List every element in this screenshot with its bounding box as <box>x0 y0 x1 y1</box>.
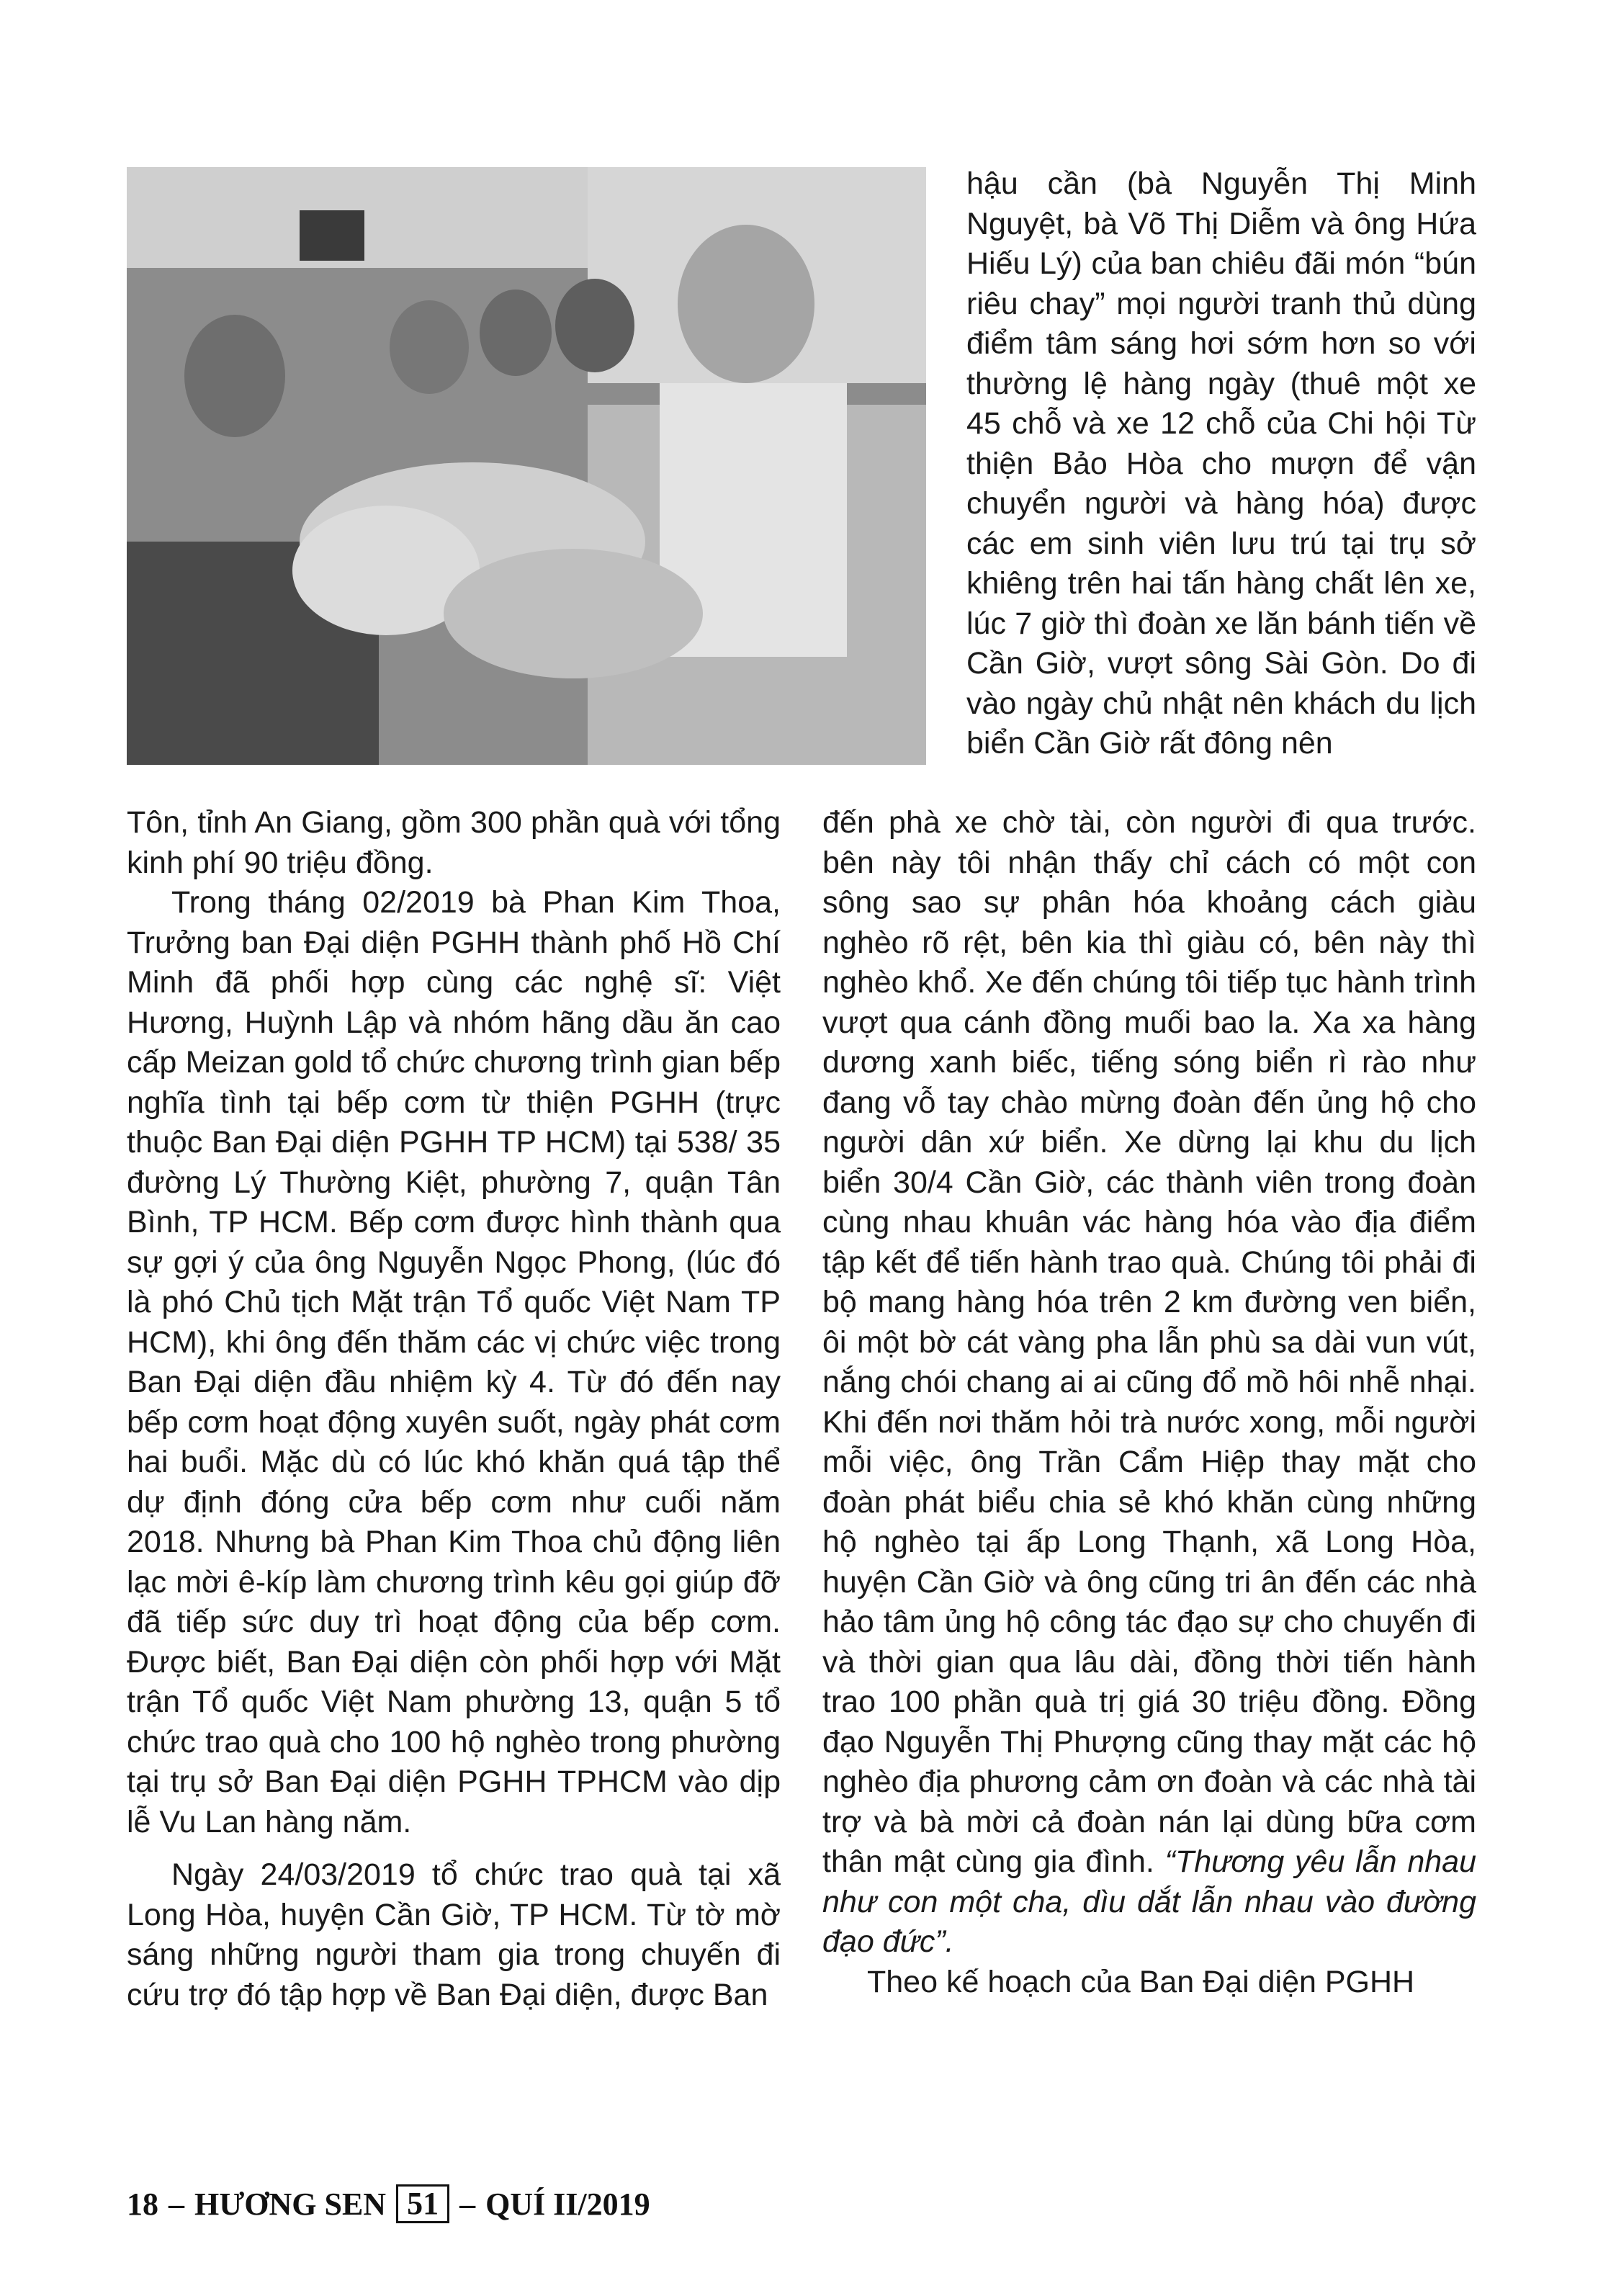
right-column-text <box>822 803 1476 2002</box>
issue-quarter: QUÍ II/2019 <box>485 2186 650 2222</box>
paragraph: Ngày 24/03/2019 tổ chức trao quà tại xã Long Hòa, huyện Cần Giờ, TP HCM. Từ tờ mờ sáng những người tham gia trong chuyến đi cứu trợ đó tập hợp về Ban Đại diện, được Ban <box>127 1857 781 2012</box>
separator: – <box>169 2186 184 2222</box>
magazine-title: HƯƠNG SEN <box>194 2186 387 2222</box>
paragraph: hậu cần (bà Nguyễn Thị Minh Nguyệt, bà Võ Thị Diễm và ông Hứa Hiếu Lý) của ban chiêu đãi món “bún riêu chay” mọi người tranh thủ dùng điểm tâm sáng hơi sớm hơn so với thường lệ hàng ngày (thuê một xe 45 chỗ và xe 12 chỗ của Chi hội Từ thiện Bảo Hòa cho mượn để vận chuyển người và hàng hóa) được các em sinh viên lưu trú tại trụ sở khiêng trên hai tấn hàng chất lên xe, lúc 7 giờ thì đoàn xe lăn bánh tiến về Cần Giờ, vượt sông Sài Gòn. Do đi vào ngày chủ nhật nên khách du lịch biển Cần Giờ rất đông nên <box>966 166 1476 761</box>
separator: – <box>459 2186 476 2222</box>
quote-text: “Thương yêu lẫn nhau như con một cha, dìu dắt lẫn nhau vào đường đạo đức”. <box>822 1844 1477 1959</box>
paragraph: Theo kế hoạch của Ban Đại diện PGHH <box>867 1964 1415 1999</box>
paragraph: Trong tháng 02/2019 bà Phan Kim Thoa, Trưởng ban Đại diện PGHH thành phố Hồ Chí Minh đã phối hợp cùng các nghệ sĩ: Việt Hương, Huỳnh Lập và nhóm hãng dầu ăn cao cấp Meizan gold tổ chức chương trình gian bếp nghĩa tình tại bếp cơm từ thiện PGHH (trực thuộc Ban Đại diện PGHH TP HCM) tại 538/ 35 đường Lý Thường Kiệt, phường 7, quận Tân Bình, TP HCM. Bếp cơm được hình thành qua sự gợi ý của ông Nguyễn Ngọc Phong, (lúc đó là phó Chủ tịch Mặt trận Tổ quốc Việt Nam TP HCM), khi ông đến thăm các vị chức việc trong Ban Đại diện đầu nhiệm kỳ 4. Từ đó đến nay bếp cơm hoạt động xuyên suốt, ngày phát cơm hai buổi. Mặc dù có lúc khó khăn quá tập thể dự định đóng cửa bếp cơm như cuối năm 2018. Nhưng bà Phan Kim Thoa chủ động liên lạc mời ê-kíp làm chương trình kêu gọi giúp đỡ đã tiếp sức duy trì hoạt động của bếp cơm. Được biết, Ban Đại diện còn phối hợp với Mặt trận Tổ quốc Việt Nam phường 13, quận 5 tổ chức trao quà cho 100 hộ nghèo trong phường tại trụ sở Ban Đại diện PGHH TPHCM vào dịp lễ Vu Lan hàng năm. <box>127 885 781 1839</box>
paragraph: Tôn, tỉnh An Giang, gồm 300 phần quà với tổng kinh phí 90 triệu đồng. <box>127 805 781 880</box>
paragraph <box>822 803 1476 1963</box>
right-column-top-text <box>966 164 1476 764</box>
left-column-text <box>127 803 781 2015</box>
photo-image-icon <box>127 167 926 765</box>
issue-number: 51 <box>396 2184 449 2223</box>
page-footer <box>127 2182 650 2225</box>
article-photo <box>127 167 926 765</box>
page-number: 18 <box>127 2186 158 2222</box>
paragraph-text: đến phà xe chờ tài, còn người đi qua trước. bên này tôi nhận thấy chỉ cách có một con sông sao sự phân hóa khoảng cách giàu nghèo rõ rệt, bên kia thì giàu có, bên này thì nghèo khổ. Xe đến chúng tôi tiếp tục hành trình vượt qua cánh đồng muối bao la. Xa xa hàng dương xanh biếc, tiếng sóng biển rì rào như đang vỗ tay chào mừng đoàn đến ủng hộ cho người dân xứ biển. Xe dừng lại khu du lịch biển 30/4 Cần Giờ, các thành viên trong đoàn cùng nhau khuân vác hàng hóa vào địa điểm tập kết để tiến hành trao quà. Chúng tôi phải đi bộ mang hàng hóa trên 2 km đường ven biển, ôi một bờ cát vàng pha lẫn phù sa dài vun vút, nắng chói chang ai ai cũng đổ mồ hôi nhễ nhại. Khi đến nơi thăm hỏi trà nước xong, mỗi người mỗi việc, ông Trần Cẩm Hiệp thay mặt cho đoàn phát biểu chia sẻ khó khăn cùng những hộ nghèo tại ấp Long Thạnh, xã Long Hòa, huyện Cần Giờ và ông cũng tri ân đến các nhà hảo tâm ủng hộ công tác đạo sự cho chuyến đi và thời gian qua lâu dài, đồng thời tiến hành trao 100 phần quà trị giá 30 triệu đồng. Đồng đạo Nguyễn Thị Phượng cũng thay mặt các hộ nghèo địa phương cảm ơn đoàn và các nhà tài trợ và bà mời cả đoàn nán lại dùng bữa cơm thân mật cùng gia đình. <box>822 805 1476 1879</box>
